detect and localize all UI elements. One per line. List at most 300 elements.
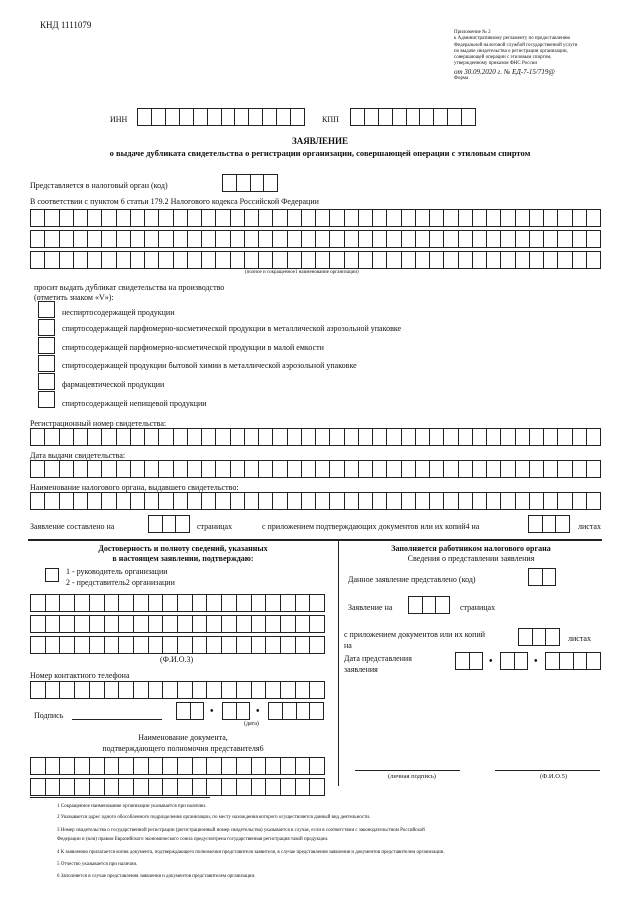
cell[interactable] (259, 492, 273, 510)
cell[interactable] (473, 230, 487, 248)
cell[interactable] (316, 230, 330, 248)
cell[interactable] (174, 251, 188, 269)
cell[interactable] (245, 428, 259, 446)
cell[interactable] (216, 209, 230, 227)
cell[interactable] (373, 460, 387, 478)
cell[interactable] (119, 681, 134, 699)
cell[interactable] (149, 778, 164, 796)
cell[interactable] (516, 209, 530, 227)
cell[interactable] (178, 778, 193, 796)
cell[interactable] (105, 778, 120, 796)
cell[interactable] (134, 757, 149, 775)
cell[interactable] (231, 230, 245, 248)
cell[interactable] (88, 428, 102, 446)
cell[interactable] (345, 428, 359, 446)
option-checkbox[interactable] (38, 319, 55, 336)
cell[interactable] (174, 209, 188, 227)
cell[interactable] (573, 460, 587, 478)
cell[interactable] (530, 492, 544, 510)
cell[interactable] (345, 460, 359, 478)
cell[interactable] (558, 209, 572, 227)
cell[interactable] (46, 594, 61, 612)
cell[interactable] (266, 778, 281, 796)
cell[interactable] (387, 460, 401, 478)
cell[interactable] (245, 209, 259, 227)
cell[interactable] (159, 251, 173, 269)
cell[interactable] (46, 681, 61, 699)
cell[interactable] (387, 209, 401, 227)
cell[interactable] (119, 778, 134, 796)
option-checkbox[interactable] (38, 391, 55, 408)
cell[interactable] (119, 615, 134, 633)
cell[interactable] (117, 230, 131, 248)
authority-name-cells[interactable] (30, 492, 601, 510)
cell[interactable] (459, 230, 473, 248)
submission-year[interactable] (545, 652, 601, 670)
cell[interactable] (193, 615, 208, 633)
cell[interactable] (159, 460, 173, 478)
cell[interactable] (188, 460, 202, 478)
cell[interactable] (330, 460, 344, 478)
cell[interactable] (473, 492, 487, 510)
cell[interactable] (266, 636, 281, 654)
cell[interactable] (202, 251, 216, 269)
cell[interactable] (60, 460, 74, 478)
cell[interactable] (252, 636, 267, 654)
cell[interactable] (245, 492, 259, 510)
cell[interactable] (473, 460, 487, 478)
cell[interactable] (288, 492, 302, 510)
cell[interactable] (45, 251, 59, 269)
cell[interactable] (207, 778, 222, 796)
cell[interactable] (60, 428, 74, 446)
cell[interactable] (544, 492, 558, 510)
cell[interactable] (316, 492, 330, 510)
cell[interactable] (402, 428, 416, 446)
cell[interactable] (587, 209, 601, 227)
inn-cells[interactable] (137, 108, 305, 126)
cell[interactable] (288, 230, 302, 248)
cell[interactable] (558, 230, 572, 248)
cell[interactable] (88, 230, 102, 248)
cell[interactable] (60, 636, 75, 654)
cell[interactable] (193, 681, 208, 699)
cell[interactable] (134, 778, 149, 796)
cell[interactable] (134, 615, 149, 633)
cell[interactable] (245, 251, 259, 269)
cell[interactable] (237, 636, 252, 654)
cell[interactable] (266, 757, 281, 775)
cell[interactable] (330, 230, 344, 248)
sheets-count[interactable] (528, 515, 570, 533)
cell[interactable] (416, 428, 430, 446)
cell[interactable] (387, 251, 401, 269)
cell[interactable] (75, 636, 90, 654)
cell[interactable] (416, 492, 430, 510)
cell[interactable] (207, 594, 222, 612)
cell[interactable] (459, 251, 473, 269)
tax-authority-code[interactable] (222, 174, 278, 192)
cell[interactable] (31, 636, 46, 654)
cell[interactable] (90, 615, 105, 633)
cell[interactable] (473, 251, 487, 269)
cell[interactable] (31, 492, 45, 510)
cell[interactable] (296, 594, 311, 612)
cell[interactable] (288, 209, 302, 227)
cell[interactable] (310, 594, 325, 612)
cell[interactable] (330, 492, 344, 510)
staff-fio-line[interactable] (495, 770, 600, 771)
cell[interactable] (222, 615, 237, 633)
cell[interactable] (345, 230, 359, 248)
cell[interactable] (373, 428, 387, 446)
cell[interactable] (259, 251, 273, 269)
cell[interactable] (88, 492, 102, 510)
cell[interactable] (473, 428, 487, 446)
cell[interactable] (105, 594, 120, 612)
cell[interactable] (296, 615, 311, 633)
cell[interactable] (487, 209, 501, 227)
cell[interactable] (573, 492, 587, 510)
cell[interactable] (273, 251, 287, 269)
cell[interactable] (273, 230, 287, 248)
cell[interactable] (237, 615, 252, 633)
cell[interactable] (459, 428, 473, 446)
cell[interactable] (416, 251, 430, 269)
cell[interactable] (266, 681, 281, 699)
cell[interactable] (252, 615, 267, 633)
cell[interactable] (193, 778, 208, 796)
cell[interactable] (90, 778, 105, 796)
cell[interactable] (387, 428, 401, 446)
cell[interactable] (573, 251, 587, 269)
cell[interactable] (302, 460, 316, 478)
cell[interactable] (216, 428, 230, 446)
cell[interactable] (31, 681, 46, 699)
cell[interactable] (45, 230, 59, 248)
cell[interactable] (516, 251, 530, 269)
cell[interactable] (45, 492, 59, 510)
cell[interactable] (163, 636, 178, 654)
cell[interactable] (444, 492, 458, 510)
cell[interactable] (75, 778, 90, 796)
option-checkbox[interactable] (38, 355, 55, 372)
cell[interactable] (31, 428, 45, 446)
cell[interactable] (88, 460, 102, 478)
cell[interactable] (163, 778, 178, 796)
cell[interactable] (90, 681, 105, 699)
cell[interactable] (345, 492, 359, 510)
cell[interactable] (558, 492, 572, 510)
cell[interactable] (501, 460, 515, 478)
cell[interactable] (193, 757, 208, 775)
cell[interactable] (159, 209, 173, 227)
cell[interactable] (573, 209, 587, 227)
cell[interactable] (131, 428, 145, 446)
cell[interactable] (373, 209, 387, 227)
cell[interactable] (149, 636, 164, 654)
staff-pages[interactable] (408, 596, 450, 614)
cell[interactable] (444, 251, 458, 269)
cell[interactable] (178, 636, 193, 654)
cell[interactable] (330, 209, 344, 227)
submitted-code[interactable] (528, 568, 556, 586)
cell[interactable] (281, 757, 296, 775)
cell[interactable] (131, 209, 145, 227)
cell[interactable] (587, 492, 601, 510)
cell[interactable] (345, 209, 359, 227)
cell[interactable] (296, 636, 311, 654)
cell[interactable] (310, 778, 325, 796)
cell[interactable] (359, 230, 373, 248)
cell[interactable] (237, 757, 252, 775)
cell[interactable] (516, 230, 530, 248)
cell[interactable] (281, 636, 296, 654)
cell[interactable] (473, 209, 487, 227)
cell[interactable] (252, 778, 267, 796)
sign-year[interactable] (268, 702, 324, 720)
cell[interactable] (134, 636, 149, 654)
org-name-row[interactable] (30, 251, 601, 269)
cell[interactable] (402, 209, 416, 227)
cell[interactable] (31, 230, 45, 248)
cell[interactable] (558, 460, 572, 478)
cell[interactable] (74, 460, 88, 478)
staff-signature-line[interactable] (355, 770, 460, 771)
cell[interactable] (487, 251, 501, 269)
cell[interactable] (149, 757, 164, 775)
cell[interactable] (188, 428, 202, 446)
cell[interactable] (310, 636, 325, 654)
cell[interactable] (46, 757, 61, 775)
cell[interactable] (207, 636, 222, 654)
cell[interactable] (387, 492, 401, 510)
cell[interactable] (430, 209, 444, 227)
cell[interactable] (60, 757, 75, 775)
cell[interactable] (159, 428, 173, 446)
fio-row[interactable] (30, 636, 325, 654)
cell[interactable] (530, 428, 544, 446)
cell[interactable] (31, 615, 46, 633)
cell[interactable] (163, 615, 178, 633)
cell[interactable] (459, 209, 473, 227)
cell[interactable] (174, 460, 188, 478)
cell[interactable] (345, 251, 359, 269)
cell[interactable] (281, 778, 296, 796)
cell[interactable] (573, 230, 587, 248)
cell[interactable] (60, 209, 74, 227)
cell[interactable] (102, 209, 116, 227)
cell[interactable] (444, 230, 458, 248)
cell[interactable] (216, 230, 230, 248)
cell[interactable] (174, 230, 188, 248)
cell[interactable] (102, 230, 116, 248)
cell[interactable] (207, 757, 222, 775)
cell[interactable] (516, 492, 530, 510)
cell[interactable] (231, 251, 245, 269)
cell[interactable] (222, 636, 237, 654)
org-name-row[interactable] (30, 209, 601, 227)
cell[interactable] (88, 209, 102, 227)
cell[interactable] (74, 428, 88, 446)
cell[interactable] (202, 492, 216, 510)
cell[interactable] (134, 594, 149, 612)
cell[interactable] (131, 230, 145, 248)
reg-number-cells[interactable] (30, 428, 601, 446)
cell[interactable] (501, 428, 515, 446)
cell[interactable] (174, 428, 188, 446)
cell[interactable] (119, 757, 134, 775)
submission-month[interactable] (500, 652, 528, 670)
cell[interactable] (373, 230, 387, 248)
cell[interactable] (459, 492, 473, 510)
cell[interactable] (237, 594, 252, 612)
doc-row[interactable] (30, 757, 325, 775)
cell[interactable] (330, 251, 344, 269)
fio-row[interactable] (30, 594, 325, 612)
cell[interactable] (544, 209, 558, 227)
cell[interactable] (416, 460, 430, 478)
cell[interactable] (222, 594, 237, 612)
cell[interactable] (573, 428, 587, 446)
cell[interactable] (163, 757, 178, 775)
org-name-row[interactable] (30, 230, 601, 248)
cell[interactable] (430, 251, 444, 269)
cell[interactable] (501, 492, 515, 510)
cell[interactable] (222, 681, 237, 699)
cell[interactable] (273, 428, 287, 446)
option-checkbox[interactable] (38, 301, 55, 318)
cell[interactable] (302, 209, 316, 227)
cell[interactable] (117, 492, 131, 510)
cell[interactable] (310, 615, 325, 633)
cell[interactable] (359, 209, 373, 227)
cell[interactable] (102, 428, 116, 446)
cell[interactable] (252, 594, 267, 612)
cell[interactable] (266, 594, 281, 612)
cell[interactable] (45, 428, 59, 446)
cell[interactable] (316, 460, 330, 478)
cell[interactable] (74, 209, 88, 227)
cell[interactable] (46, 778, 61, 796)
issue-date-cells[interactable] (30, 460, 601, 478)
cell[interactable] (310, 681, 325, 699)
fio-row[interactable] (30, 615, 325, 633)
cell[interactable] (245, 230, 259, 248)
cell[interactable] (288, 251, 302, 269)
cell[interactable] (245, 460, 259, 478)
option-checkbox[interactable] (38, 373, 55, 390)
cell[interactable] (31, 594, 46, 612)
cell[interactable] (530, 209, 544, 227)
cell[interactable] (296, 778, 311, 796)
cell[interactable] (193, 636, 208, 654)
cell[interactable] (330, 428, 344, 446)
cell[interactable] (530, 251, 544, 269)
cell[interactable] (302, 428, 316, 446)
cell[interactable] (188, 230, 202, 248)
cell[interactable] (74, 230, 88, 248)
cell[interactable] (231, 460, 245, 478)
doc-row[interactable] (30, 778, 325, 796)
cell[interactable] (60, 615, 75, 633)
cell[interactable] (316, 428, 330, 446)
cell[interactable] (402, 460, 416, 478)
cell[interactable] (296, 757, 311, 775)
cell[interactable] (75, 594, 90, 612)
cell[interactable] (45, 209, 59, 227)
cell[interactable] (544, 251, 558, 269)
cell[interactable] (530, 230, 544, 248)
cell[interactable] (259, 460, 273, 478)
cell[interactable] (90, 636, 105, 654)
cell[interactable] (231, 209, 245, 227)
cell[interactable] (60, 681, 75, 699)
pages-count[interactable] (148, 515, 190, 533)
submission-day[interactable] (455, 652, 483, 670)
cell[interactable] (288, 460, 302, 478)
cell[interactable] (202, 230, 216, 248)
cell[interactable] (530, 460, 544, 478)
cell[interactable] (231, 428, 245, 446)
cell[interactable] (60, 492, 74, 510)
cell[interactable] (444, 428, 458, 446)
cell[interactable] (46, 615, 61, 633)
cell[interactable] (281, 615, 296, 633)
cell[interactable] (444, 460, 458, 478)
cell[interactable] (188, 251, 202, 269)
cell[interactable] (117, 251, 131, 269)
cell[interactable] (430, 230, 444, 248)
cell[interactable] (587, 428, 601, 446)
signer-type-box[interactable] (45, 568, 59, 582)
cell[interactable] (145, 428, 159, 446)
cell[interactable] (359, 251, 373, 269)
cell[interactable] (75, 757, 90, 775)
cell[interactable] (193, 594, 208, 612)
cell[interactable] (587, 230, 601, 248)
cell[interactable] (216, 251, 230, 269)
cell[interactable] (259, 230, 273, 248)
cell[interactable] (373, 251, 387, 269)
cell[interactable] (487, 428, 501, 446)
cell[interactable] (222, 757, 237, 775)
cell[interactable] (131, 251, 145, 269)
cell[interactable] (117, 428, 131, 446)
cell[interactable] (145, 251, 159, 269)
cell[interactable] (145, 230, 159, 248)
cell[interactable] (163, 594, 178, 612)
cell[interactable] (90, 594, 105, 612)
cell[interactable] (359, 460, 373, 478)
cell[interactable] (178, 681, 193, 699)
cell[interactable] (163, 681, 178, 699)
cell[interactable] (516, 428, 530, 446)
cell[interactable] (117, 209, 131, 227)
cell[interactable] (102, 460, 116, 478)
cell[interactable] (88, 251, 102, 269)
cell[interactable] (459, 460, 473, 478)
cell[interactable] (501, 230, 515, 248)
cell[interactable] (273, 492, 287, 510)
cell[interactable] (145, 492, 159, 510)
cell[interactable] (259, 428, 273, 446)
cell[interactable] (202, 209, 216, 227)
cell[interactable] (587, 460, 601, 478)
cell[interactable] (359, 428, 373, 446)
cell[interactable] (178, 594, 193, 612)
cell[interactable] (75, 681, 90, 699)
